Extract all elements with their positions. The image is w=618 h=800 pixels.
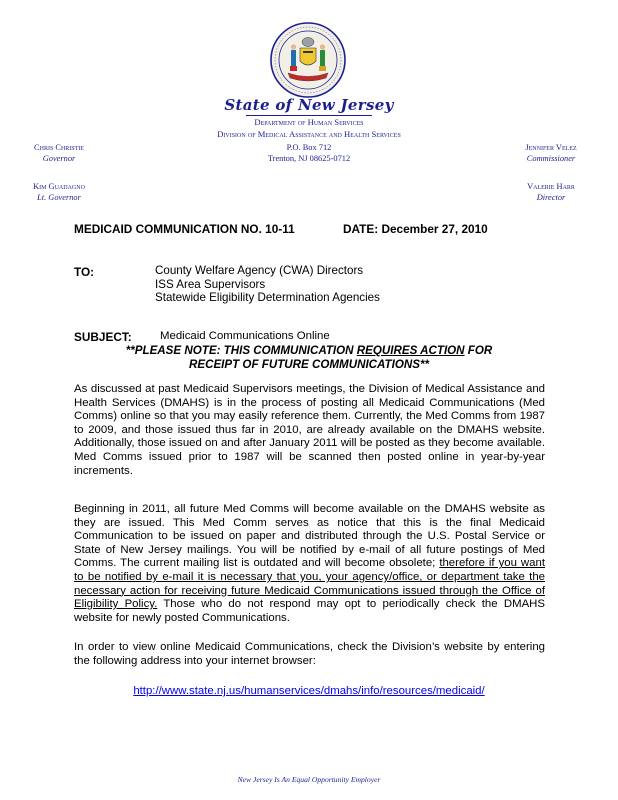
official-commissioner (506, 142, 596, 164)
note-line-2: RECEIPT OF FUTURE COMMUNICATIONS** (188, 358, 430, 371)
official-name: Kim Guadagno (33, 182, 85, 191)
official-governor (22, 142, 96, 164)
recipient-item: ISS Area Supervisors (155, 277, 266, 291)
paragraph-2-end: Those who do not respond may opt to periodically check the DMAHS website for newly posted Communications. (74, 598, 545, 624)
note-text-after: FOR (464, 344, 493, 357)
footer-text: New Jersey Is An Equal Opportunity Employer (237, 775, 381, 784)
body-paragraph-1: As discussed at past Medicaid Supervisors meetings, the Division of Medical Assistance and Health Services (DMAHS) is in the process of posting all Medicaid Communications (Med Comms) online so that you may easily reference them. Currently, the Med Comms from 1987 to 2009, and those issued thus far in 2010, are already available on the DMAHS website. Additionally, those issued on and after January 2011 will be posted as they become available. Med Comms issued prior to 1987 will be scanned then posted online in year-by-year increments. (74, 383, 545, 477)
official-title: Lt. Governor (37, 193, 81, 202)
po-box: P.O. Box 712 (286, 143, 332, 152)
official-title: Commissioner (526, 154, 576, 163)
subject-label: SUBJECT: (74, 330, 132, 344)
note-requires-action: REQUIRES ACTION (356, 344, 465, 357)
recipient-list (155, 264, 380, 305)
official-name: Chris Christie (34, 143, 84, 152)
memo-date: DATE: December 27, 2010 (343, 222, 488, 236)
subject-text: Medicaid Communications Online (160, 330, 330, 342)
official-title: Governor (42, 154, 76, 163)
division-name: Division of Medical Assistance and Health Services (217, 129, 401, 139)
city-address: Trenton, NJ 08625-0712 (267, 154, 351, 163)
state-seal-icon (268, 20, 348, 100)
medicaid-resources-link[interactable]: http://www.state.nj.us/humanservices/dmahs/info/resources/medicaid/ (133, 685, 485, 697)
official-title: Director (536, 193, 566, 202)
memo-number: MEDICAID COMMUNICATION NO. 10-11 (74, 222, 295, 236)
paragraph-2-underlined: therefore if you want to be notified by e-mail it is necessary that you, your agency/office, or department take the necessary action for receiving future Medicaid Communications issued through the Office of Eligibility Policy. (74, 557, 545, 611)
to-label: TO: (74, 265, 95, 279)
action-required-note (74, 344, 544, 372)
state-name-heading: State of New Jersey (0, 96, 618, 116)
body-paragraph-2 (74, 503, 545, 625)
recipient-item: Statewide Eligibility Determination Agencies (155, 291, 380, 305)
official-name: Valerie Harr (527, 182, 575, 191)
recipient-item: County Welfare Agency (CWA) Directors (155, 264, 364, 277)
paragraph-2-start: Beginning in 2011, all future Med Comms will become available on the DMAHS website as they are issued. This Med Comm serves as notice that this is the final Medicaid Communication to be issued on paper and distributed through the U.S. Postal Service or State of New Jersey mailings. You will be notified by e-mail of all future postings of Med Comms. The current mailing list is outdated and will become obsolete; (74, 503, 545, 570)
body-paragraph-3: In order to view online Medicaid Communications, check the Division’s website by entering the following address into your internet browser: (74, 641, 545, 667)
official-lt-governor (22, 181, 96, 203)
official-name: Jennifer Velez (525, 143, 577, 152)
department-name: Department of Human Services (254, 117, 364, 127)
official-director (506, 181, 596, 203)
note-text-before: **PLEASE NOTE: THIS COMMUNICATION (125, 344, 357, 357)
